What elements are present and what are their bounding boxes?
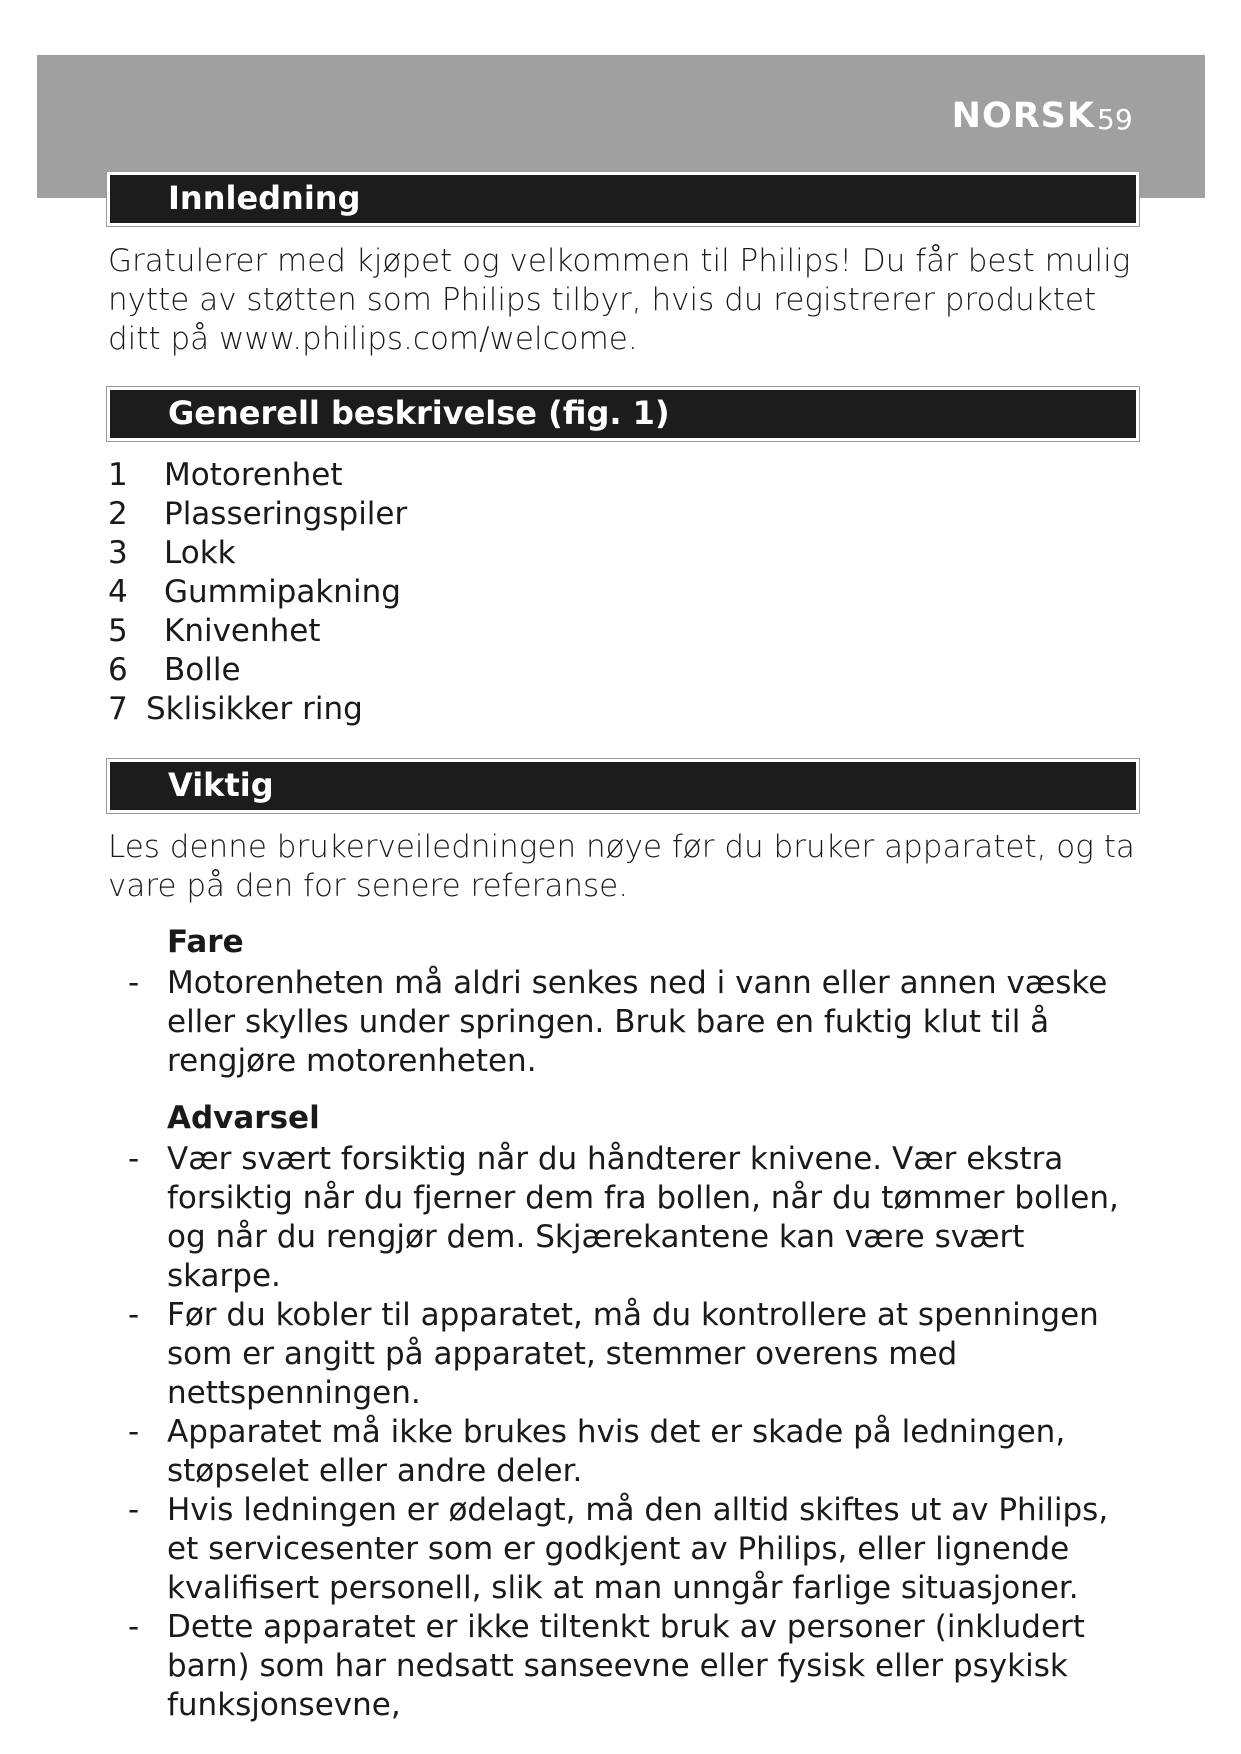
list-item: - Dette apparatet er ikke tiltenkt bruk av personer (inkludert barn) som har nedsatt sanseevne eller fysisk eller psykisk funksjonsevne, — [128, 1609, 1085, 1723]
danger-list — [128, 964, 1138, 1081]
list-item — [108, 651, 407, 690]
language-label: NORSK — [951, 96, 1095, 136]
list-item — [108, 495, 407, 534]
bullet-text: Før du kobler til apparatet, må du kontrollere at spenningen som er angitt på apparatet, stemmer overens med nettspenningen. — [167, 1297, 1099, 1411]
list-item: - Før du kobler til apparatet, må du kontrollere at spenningen som er angitt på apparatet, stemmer overens med nettspenningen. — [128, 1297, 1099, 1411]
item-label: Motorenhet — [164, 457, 343, 493]
bullet-text: Vær svært forsiktig når du håndterer knivene. Vær ekstra forsiktig når du fjerner dem fra bollen, når du tømmer bollen, og når du rengjør dem. Skjærekantene kan være svært skarpe. — [167, 1141, 1119, 1294]
item-number: 6 — [108, 652, 128, 688]
item-number: 7 — [108, 691, 128, 727]
section-header-important — [110, 762, 1136, 810]
page-number: 59 — [1097, 103, 1133, 136]
danger-heading: Fare — [167, 924, 244, 960]
parts-list — [108, 456, 407, 729]
list-item: - Vær svært forsiktig når du håndterer knivene. Vær ekstra forsiktig når du fjerner dem fra bollen, når du tømmer bollen, og når du rengjør dem. Skjærekantene kan være svært skarpe. — [128, 1141, 1119, 1294]
warning-list — [128, 1140, 1138, 1725]
list-item: - Hvis ledningen er ødelagt, må den alltid skiftes ut av Philips, et servicesenter som er godkjent av Philips, eller lignende kvalifisert personell, slik at man unngår farlige situasjoner. — [128, 1492, 1109, 1606]
item-label: Gummipakning — [164, 574, 401, 610]
item-number: 3 — [108, 535, 128, 571]
item-number: 2 — [108, 496, 128, 532]
section-header-description — [110, 390, 1136, 438]
list-item — [108, 534, 407, 573]
list-item — [108, 612, 407, 651]
intro-paragraph: Gratulerer med kjøpet og velkommen til Philips! Du får best mulig nytte av støtten som Philips tilbyr, hvis du registrerer produktet ditt på www.philips.com/welcome. — [108, 243, 1131, 357]
item-label: Lokk — [164, 535, 236, 571]
item-label: Knivenhet — [164, 613, 321, 649]
section-title: Generell beskrivelse (fig. 1) — [168, 394, 670, 432]
item-label: Sklisikker ring — [146, 691, 363, 727]
list-item — [108, 573, 407, 612]
bullet-text: Dette apparatet er ikke tiltenkt bruk av personer (inkludert barn) som har nedsatt sanseevne eller fysisk eller psykisk funksjonsevne, — [167, 1609, 1085, 1723]
bullet-text: Motorenheten må aldri senkes ned i vann eller annen væske eller skylles under springen. Bruk bare en fuktig klut til å rengjøre motorenheten. — [167, 965, 1108, 1079]
item-number: 5 — [108, 613, 128, 649]
list-item: - Motorenheten må aldri senkes ned i vann eller annen væske eller skylles under springen. Bruk bare en fuktig klut til å rengjøre motorenheten. — [128, 965, 1108, 1079]
warning-heading: Advarsel — [167, 1100, 320, 1136]
bullet-text: Apparatet må ikke brukes hvis det er skade på ledningen, støpselet eller andre deler. — [167, 1414, 1066, 1489]
section-title: Viktig — [168, 766, 274, 804]
list-item: - Apparatet må ikke brukes hvis det er skade på ledningen, støpselet eller andre deler. — [128, 1414, 1066, 1489]
list-item — [108, 456, 407, 495]
section-title: Innledning — [168, 179, 361, 217]
bullet-text: Hvis ledningen er ødelagt, må den alltid skiftes ut av Philips, et servicesenter som er godkjent av Philips, eller lignende kvalifisert personell, slik at man unngår farlige situasjoner. — [167, 1492, 1109, 1606]
item-number: 4 — [108, 574, 128, 610]
important-paragraph: Les denne brukerveiledningen nøye før du bruker apparatet, og ta vare på den for senere referanse. — [108, 829, 1135, 904]
item-label: Plasseringspiler — [164, 496, 408, 532]
item-number: 1 — [108, 457, 128, 493]
section-header-intro — [110, 175, 1136, 223]
item-label: Bolle — [164, 652, 241, 688]
list-item — [108, 690, 407, 729]
